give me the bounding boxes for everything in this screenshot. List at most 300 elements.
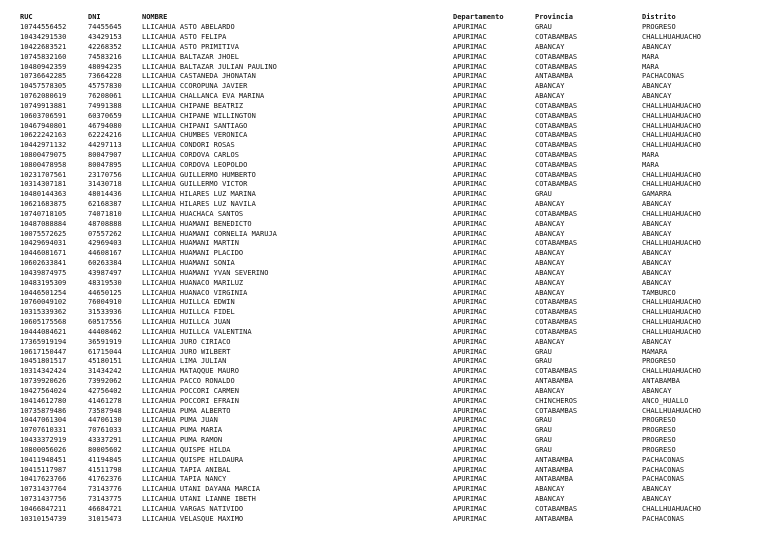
cell-provincia: GRAU <box>535 416 552 425</box>
cell-ruc: 10075572625 <box>20 229 67 238</box>
table-row <box>0 407 768 417</box>
table-row <box>0 436 768 446</box>
table-row <box>0 220 768 230</box>
cell-provincia: ABANCAY <box>535 229 565 238</box>
cell-ruc: 10427564024 <box>20 386 67 395</box>
cell-distrito: MARA <box>642 62 659 71</box>
cell-provincia: ANTABAMBA <box>535 72 573 81</box>
cell-provincia: ANTABAMBA <box>535 514 573 523</box>
table-row <box>0 485 768 495</box>
cell-nombre: LLICAHUA HUANACO MARILUZ <box>142 278 244 287</box>
cell-ruc: 10800479075 <box>20 150 67 159</box>
cell-ruc: 10467940801 <box>20 121 67 130</box>
table-row <box>0 161 768 171</box>
cell-provincia: ABANCAY <box>535 92 565 100</box>
cell-provincia: COTABAMBAS <box>535 101 578 110</box>
table-row <box>0 122 768 132</box>
table-row <box>0 446 768 456</box>
cell-provincia: GRAU <box>535 426 552 435</box>
cell-provincia: COTABAMBAS <box>535 180 578 189</box>
cell-nombre: LLICAHUA CONDORI ROSAS <box>142 141 235 150</box>
cell-distrito: PACHACONAS <box>642 72 685 81</box>
cell-provincia: ABANCAY <box>535 268 565 277</box>
cell-nombre: LLICAHUA CHIPANE BEATRIZ <box>142 101 244 110</box>
cell-departamento: APURIMAC <box>453 475 487 484</box>
cell-distrito: CHALLHUAHUACHO <box>642 180 702 189</box>
cell-provincia: COTABAMBAS <box>535 327 578 336</box>
cell-departamento: APURIMAC <box>453 141 487 150</box>
cell-nombre: LLICAHUA CHIPANE WILLINGTON <box>142 111 256 120</box>
cell-departamento: APURIMAC <box>453 200 487 209</box>
cell-dni: 43337291 <box>88 436 122 445</box>
cell-provincia: COTABAMBAS <box>535 150 578 159</box>
cell-dni: 60263384 <box>88 259 122 268</box>
table-row <box>0 387 768 397</box>
cell-departamento: APURIMAC <box>453 209 487 218</box>
cell-dni: 31015473 <box>88 514 122 523</box>
cell-ruc: 10480144363 <box>20 190 67 199</box>
table-row <box>0 357 768 367</box>
cell-distrito: ABANCAY <box>642 485 672 494</box>
cell-departamento: APURIMAC <box>453 298 487 307</box>
cell-nombre: LLICAHUA JURO WILBERT <box>142 347 231 356</box>
cell-distrito: CHALLHUAHUACHO <box>642 318 702 327</box>
cell-ruc: 10310154739 <box>20 514 67 523</box>
cell-provincia: COTABAMBAS <box>535 33 578 42</box>
cell-provincia: ABANCAY <box>535 337 565 346</box>
cell-departamento: APURIMAC <box>453 514 487 523</box>
cell-departamento: APURIMAC <box>453 229 487 238</box>
cell-nombre: LLICAHUA CCOROPUNA JAVIER <box>142 82 248 91</box>
cell-ruc: 10740718105 <box>20 209 67 218</box>
cell-ruc: 10411948451 <box>20 455 67 464</box>
cell-provincia: COTABAMBAS <box>535 298 578 307</box>
cell-dni: 41511798 <box>88 465 122 474</box>
cell-nombre: LLICAHUA VELASQUE MAXIMO <box>142 514 244 523</box>
table-row <box>0 151 768 161</box>
cell-ruc: 10731437756 <box>20 495 67 504</box>
cell-nombre: LLICAHUA UTANI DAYANA MARCIA <box>142 485 261 494</box>
cell-dni: 44408462 <box>88 327 122 336</box>
table-row <box>0 377 768 387</box>
cell-ruc: 10466847211 <box>20 504 67 513</box>
cell-departamento: APURIMAC <box>453 357 487 366</box>
cell-distrito: PACHACONAS <box>642 475 685 484</box>
table-row <box>0 505 768 515</box>
cell-distrito: ABANCAY <box>642 229 672 238</box>
cell-ruc: 10444084621 <box>20 327 67 336</box>
cell-distrito: CHALLHUAHUACHO <box>642 308 702 317</box>
cell-provincia: COTABAMBAS <box>535 170 578 179</box>
cell-dni: 44297113 <box>88 141 122 150</box>
cell-dni: 76208061 <box>88 92 122 100</box>
cell-departamento: APURIMAC <box>453 160 487 169</box>
cell-provincia: COTABAMBAS <box>535 121 578 130</box>
table-row <box>0 298 768 308</box>
table-row <box>0 426 768 436</box>
cell-dni: 74071810 <box>88 209 122 218</box>
cell-distrito: ABANCAY <box>642 200 672 209</box>
table-row <box>0 397 768 407</box>
cell-ruc: 10417623766 <box>20 475 67 484</box>
cell-ruc: 10422683521 <box>20 42 67 51</box>
table-row <box>0 102 768 112</box>
table-row <box>0 456 768 466</box>
cell-ruc: 10605175568 <box>20 318 67 327</box>
cell-ruc: 10446501254 <box>20 288 67 297</box>
cell-departamento: APURIMAC <box>453 455 487 464</box>
cell-dni: 48319530 <box>88 278 122 287</box>
cell-distrito: CHALLHUAHUACHO <box>642 170 702 179</box>
cell-departamento: APURIMAC <box>453 347 487 356</box>
cell-dni: 41461278 <box>88 396 122 405</box>
cell-departamento: APURIMAC <box>453 121 487 130</box>
table-row <box>0 190 768 200</box>
cell-nombre: LLICAHUA LIMA JULIAN <box>142 357 227 366</box>
cell-dni: 73143776 <box>88 485 122 494</box>
table-row <box>0 200 768 210</box>
cell-ruc: 10762080619 <box>20 92 67 100</box>
cell-provincia: COTABAMBAS <box>535 52 578 61</box>
cell-departamento: APURIMAC <box>453 327 487 336</box>
cell-dni: 60517556 <box>88 318 122 327</box>
cell-nombre: LLICAHUA VARGAS NATIVIDO <box>142 504 244 513</box>
cell-departamento: APURIMAC <box>453 268 487 277</box>
cell-nombre: LLICAHUA PACCO RONALDO <box>142 377 235 386</box>
cell-ruc: 10487088884 <box>20 219 67 228</box>
cell-provincia: COTABAMBAS <box>535 308 578 317</box>
cell-distrito: TAMBURCO <box>642 288 676 297</box>
cell-dni: 80005602 <box>88 445 122 454</box>
cell-ruc: 10434291530 <box>20 33 67 42</box>
cell-departamento: APURIMAC <box>453 180 487 189</box>
table-row <box>0 495 768 505</box>
cell-ruc: 10735879486 <box>20 406 67 415</box>
table-row <box>0 63 768 73</box>
cell-dni: 36591919 <box>88 337 122 346</box>
cell-ruc: 10617150447 <box>20 347 67 356</box>
cell-departamento: APURIMAC <box>453 377 487 386</box>
table-row <box>0 249 768 259</box>
cell-nombre: LLICAHUA ASTO ABELARDO <box>142 23 235 32</box>
cell-nombre: LLICAHUA HILARES LUZ NAVILA <box>142 200 256 209</box>
cell-distrito: PACHACONAS <box>642 455 685 464</box>
table-row <box>0 308 768 318</box>
table-row <box>0 416 768 426</box>
cell-provincia: CHINCHEROS <box>535 396 578 405</box>
cell-dni: 60370659 <box>88 111 122 120</box>
cell-ruc: 10760049102 <box>20 298 67 307</box>
table-row <box>0 318 768 328</box>
cell-dni: 42268352 <box>88 42 122 51</box>
cell-nombre: LLICAHUA HUILLCA EDWIN <box>142 298 235 307</box>
cell-nombre: LLICAHUA BALTAZAR JHOEL <box>142 52 239 61</box>
cell-dni: 80047895 <box>88 160 122 169</box>
cell-departamento: APURIMAC <box>453 82 487 91</box>
table-row <box>0 92 768 102</box>
cell-dni: 73664228 <box>88 72 122 81</box>
cell-distrito: PROGRESO <box>642 445 676 454</box>
cell-departamento: APURIMAC <box>453 436 487 445</box>
cell-distrito: CHALLHUAHUACHO <box>642 367 702 376</box>
cell-provincia: GRAU <box>535 357 552 366</box>
cell-departamento: APURIMAC <box>453 396 487 405</box>
cell-dni: 80047907 <box>88 150 122 159</box>
cell-dni: 74991388 <box>88 101 122 110</box>
cell-nombre: LLICAHUA TAPIA NANCY <box>142 475 227 484</box>
cell-nombre: LLICAHUA HILARES LUZ MARINA <box>142 190 256 199</box>
cell-dni: 46684721 <box>88 504 122 513</box>
cell-provincia: GRAU <box>535 347 552 356</box>
cell-distrito: GAMARRA <box>642 190 672 199</box>
cell-nombre: LLICAHUA TAPIA ANIBAL <box>142 465 231 474</box>
cell-distrito: CHALLHUAHUACHO <box>642 141 702 150</box>
cell-departamento: APURIMAC <box>453 416 487 425</box>
cell-provincia: GRAU <box>535 23 552 32</box>
cell-dni: 74583216 <box>88 52 122 61</box>
table-row <box>0 239 768 249</box>
cell-distrito: PACHACONAS <box>642 465 685 474</box>
cell-departamento: APURIMAC <box>453 101 487 110</box>
cell-provincia: ANTABAMBA <box>535 455 573 464</box>
cell-ruc: 10447061304 <box>20 416 67 425</box>
cell-ruc: 10446081671 <box>20 249 67 258</box>
cell-distrito: MAMARA <box>642 347 668 356</box>
cell-ruc: 10731437764 <box>20 485 67 494</box>
cell-nombre: LLICAHUA QUISPE HILDA <box>142 445 231 454</box>
cell-provincia: ANTABAMBA <box>535 475 573 484</box>
cell-dni: 70761033 <box>88 426 122 435</box>
cell-dni: 42969403 <box>88 239 122 248</box>
table-row <box>0 171 768 181</box>
cell-distrito: ABANCAY <box>642 249 672 258</box>
cell-ruc: 10429694031 <box>20 239 67 248</box>
cell-departamento: APURIMAC <box>453 239 487 248</box>
cell-departamento: APURIMAC <box>453 278 487 287</box>
cell-dni: 44608167 <box>88 249 122 258</box>
cell-distrito: ABANCAY <box>642 278 672 287</box>
cell-departamento: APURIMAC <box>453 219 487 228</box>
cell-distrito: CHALLHUAHUACHO <box>642 111 702 120</box>
cell-nombre: LLICAHUA HUAMANI BENEDICTO <box>142 219 252 228</box>
table-row <box>0 367 768 377</box>
cell-provincia: ABANCAY <box>535 82 565 91</box>
cell-provincia: ANTABAMBA <box>535 377 573 386</box>
table-row <box>0 72 768 82</box>
cell-distrito: CHALLHUAHUACHO <box>642 121 702 130</box>
cell-distrito: ABANCAY <box>642 219 672 228</box>
cell-departamento: APURIMAC <box>453 426 487 435</box>
cell-dni: 31430718 <box>88 180 122 189</box>
cell-nombre: LLICAHUA GUILLERMO VICTOR <box>142 180 248 189</box>
cell-nombre: LLICAHUA HUILLCA JUAN <box>142 318 231 327</box>
cell-dni: 76004910 <box>88 298 122 307</box>
cell-provincia: ABANCAY <box>535 495 565 504</box>
cell-departamento: APURIMAC <box>453 42 487 51</box>
table-row <box>0 475 768 485</box>
cell-departamento: APURIMAC <box>453 62 487 71</box>
cell-distrito: PROGRESO <box>642 426 676 435</box>
cell-nombre: LLICAHUA HUILLCA VALENTINA <box>142 327 252 336</box>
cell-dni: 48014436 <box>88 190 122 199</box>
cell-provincia: COTABAMBAS <box>535 406 578 415</box>
cell-distrito: ABANCAY <box>642 82 672 91</box>
cell-distrito: ABANCAY <box>642 268 672 277</box>
cell-ruc: 10457578305 <box>20 82 67 91</box>
cell-departamento: APURIMAC <box>453 131 487 140</box>
cell-dni: 74455645 <box>88 23 122 32</box>
cell-distrito: CHALLHUAHUACHO <box>642 101 702 110</box>
cell-distrito: PROGRESO <box>642 416 676 425</box>
cell-dni: 44650125 <box>88 288 122 297</box>
cell-ruc: 10231707561 <box>20 170 67 179</box>
cell-ruc: 10707610331 <box>20 426 67 435</box>
cell-nombre: LLICAHUA CHALLANCA EVA MARINA <box>142 92 265 100</box>
cell-dni: 31533936 <box>88 308 122 317</box>
cell-nombre: LLICAHUA HUANACO VIRGINIA <box>142 288 248 297</box>
cell-departamento: APURIMAC <box>453 485 487 494</box>
cell-departamento: APURIMAC <box>453 52 487 61</box>
cell-dni: 48708888 <box>88 219 122 228</box>
cell-dni: 73143775 <box>88 495 122 504</box>
cell-provincia: GRAU <box>535 436 552 445</box>
cell-distrito: MARA <box>642 52 659 61</box>
cell-ruc: 10314342424 <box>20 367 67 376</box>
cell-departamento: APURIMAC <box>453 190 487 199</box>
cell-provincia: ABANCAY <box>535 278 565 287</box>
table-row <box>0 269 768 279</box>
cell-distrito: CHALLHUAHUACHO <box>642 504 702 513</box>
cell-distrito: ABANCAY <box>642 259 672 268</box>
cell-dni: 43429153 <box>88 33 122 42</box>
cell-ruc: 10622242163 <box>20 131 67 140</box>
cell-departamento: APURIMAC <box>453 33 487 42</box>
cell-departamento: APURIMAC <box>453 308 487 317</box>
cell-ruc: 10315339362 <box>20 308 67 317</box>
cell-departamento: APURIMAC <box>453 92 487 100</box>
cell-ruc: 10414612780 <box>20 396 67 405</box>
cell-ruc: 10800056026 <box>20 445 67 454</box>
cell-provincia: ABANCAY <box>535 259 565 268</box>
cell-departamento: APURIMAC <box>453 504 487 513</box>
cell-ruc: 10736642285 <box>20 72 67 81</box>
cell-nombre: LLICAHUA POCCORI CARMEN <box>142 386 239 395</box>
cell-ruc: 10603706591 <box>20 111 67 120</box>
table-row <box>0 180 768 190</box>
table-row <box>0 210 768 220</box>
cell-departamento: APURIMAC <box>453 386 487 395</box>
header-departamento: Departamento <box>453 13 504 21</box>
cell-dni: 45757830 <box>88 82 122 91</box>
cell-ruc: 10451801517 <box>20 357 67 366</box>
cell-nombre: LLICAHUA CHIPANI SANTIAGO <box>142 121 248 130</box>
cell-provincia: COTABAMBAS <box>535 504 578 513</box>
table-row <box>0 279 768 289</box>
cell-departamento: APURIMAC <box>453 495 487 504</box>
cell-nombre: LLICAHUA PUMA MARIA <box>142 426 223 435</box>
cell-nombre: LLICAHUA GUILLERMO HUMBERTO <box>142 170 256 179</box>
cell-ruc: 10439874975 <box>20 268 67 277</box>
cell-ruc: 10442971132 <box>20 141 67 150</box>
cell-departamento: APURIMAC <box>453 23 487 32</box>
cell-departamento: APURIMAC <box>453 445 487 454</box>
table-row <box>0 328 768 338</box>
cell-provincia: COTABAMBAS <box>535 111 578 120</box>
cell-nombre: LLICAHUA HUAMANI YVAN SEVERINO <box>142 268 269 277</box>
cell-nombre: LLICAHUA CORDOVA CARLOS <box>142 150 239 159</box>
cell-ruc: 17365919194 <box>20 337 67 346</box>
cell-nombre: LLICAHUA PUMA RAMON <box>142 436 223 445</box>
cell-ruc: 10480942359 <box>20 62 67 71</box>
cell-nombre: LLICAHUA HUACHACA SANTOS <box>142 209 244 218</box>
cell-provincia: ABANCAY <box>535 42 565 51</box>
cell-provincia: ABANCAY <box>535 485 565 494</box>
cell-provincia: COTABAMBAS <box>535 318 578 327</box>
cell-nombre: LLICAHUA POCCORI EFRAIN <box>142 396 239 405</box>
cell-ruc: 10483195309 <box>20 278 67 287</box>
table-row <box>0 259 768 269</box>
cell-dni: 62224216 <box>88 131 122 140</box>
cell-dni: 48094235 <box>88 62 122 71</box>
cell-nombre: LLICAHUA HUAMANI CORNELIA MARUJA <box>142 229 277 238</box>
cell-dni: 07557262 <box>88 229 122 238</box>
cell-ruc: 10744556452 <box>20 23 67 32</box>
table-row <box>0 131 768 141</box>
table-row <box>0 53 768 63</box>
cell-ruc: 10745832160 <box>20 52 67 61</box>
cell-dni: 44706130 <box>88 416 122 425</box>
cell-distrito: CHALLHUAHUACHO <box>642 131 702 140</box>
table-row <box>0 338 768 348</box>
cell-nombre: LLICAHUA UTANI LIANNE IBETH <box>142 495 256 504</box>
table-row <box>0 141 768 151</box>
cell-departamento: APURIMAC <box>453 249 487 258</box>
cell-dni: 73587948 <box>88 406 122 415</box>
cell-dni: 45180151 <box>88 357 122 366</box>
cell-provincia: GRAU <box>535 190 552 199</box>
cell-distrito: PROGRESO <box>642 357 676 366</box>
cell-ruc: 10800478958 <box>20 160 67 169</box>
table-row <box>0 33 768 43</box>
table-row <box>0 230 768 240</box>
cell-nombre: LLICAHUA HUAMANI MARTIN <box>142 239 239 248</box>
cell-nombre: LLICAHUA HUAMANI SONIA <box>142 259 235 268</box>
cell-provincia: COTABAMBAS <box>535 209 578 218</box>
table-row <box>0 82 768 92</box>
cell-distrito: ABANCAY <box>642 495 672 504</box>
table-header <box>0 13 768 23</box>
cell-distrito: ABANCAY <box>642 337 672 346</box>
cell-nombre: LLICAHUA QUISPE HILDAURA <box>142 455 244 464</box>
table-row <box>0 112 768 122</box>
cell-dni: 41194845 <box>88 455 122 464</box>
cell-nombre: LLICAHUA PUMA JUAN <box>142 416 218 425</box>
cell-dni: 31434242 <box>88 367 122 376</box>
cell-distrito: ABANCAY <box>642 92 672 100</box>
cell-dni: 41762376 <box>88 475 122 484</box>
header-distrito: Distrito <box>642 13 676 21</box>
header-dni: DNI <box>88 13 101 21</box>
cell-departamento: APURIMAC <box>453 288 487 297</box>
cell-ruc: 10433372919 <box>20 436 67 445</box>
cell-departamento: APURIMAC <box>453 318 487 327</box>
cell-distrito: PROGRESO <box>642 23 676 32</box>
cell-dni: 43987497 <box>88 268 122 277</box>
cell-nombre: LLICAHUA JURO CIRIACO <box>142 337 231 346</box>
cell-ruc: 10739920626 <box>20 377 67 386</box>
cell-ruc: 10749913881 <box>20 101 67 110</box>
cell-ruc: 10314307181 <box>20 180 67 189</box>
